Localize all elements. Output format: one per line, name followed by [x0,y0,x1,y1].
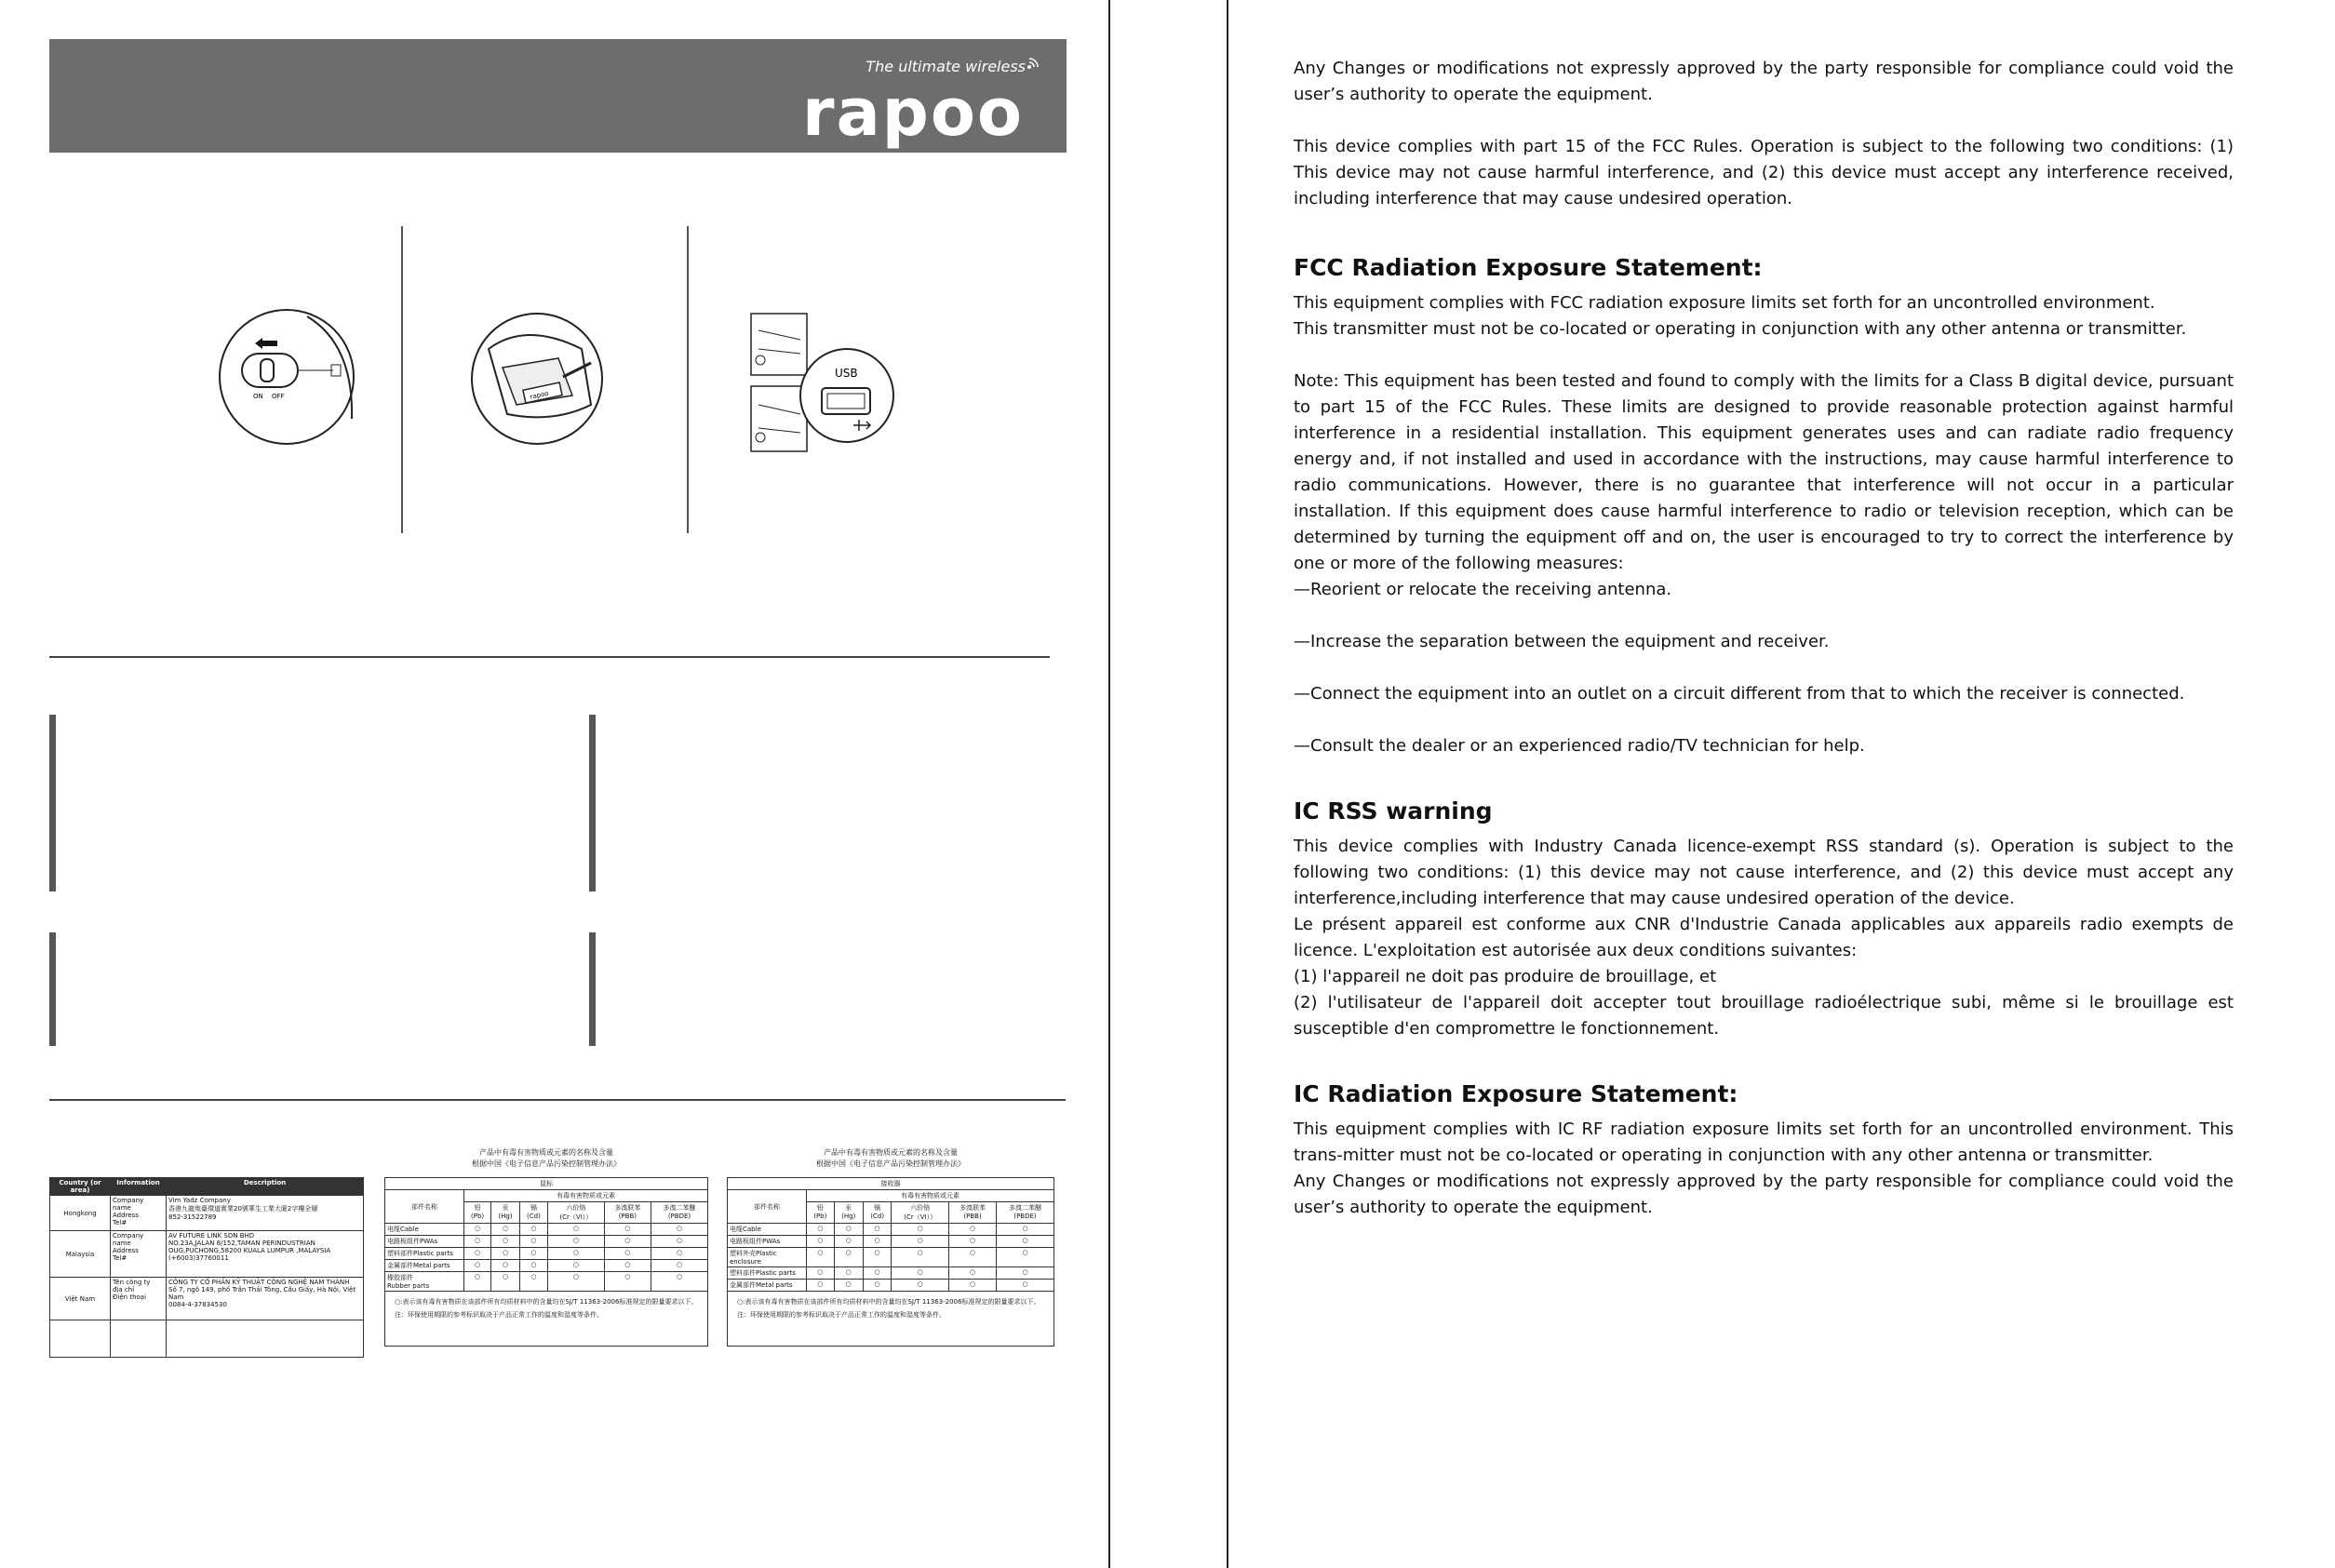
illustration-divider [401,226,403,533]
receiver-logo-text: rapoo [529,389,550,401]
compliance-mark: ○ [464,1224,491,1236]
compliance-mark: ○ [892,1280,949,1292]
compliance-mark: ○ [519,1248,547,1260]
substance-col: 多溴联苯 (PBB) [604,1202,651,1224]
contact-desc: CÔNG TY CỔ PHẦN KỸ THUẬT CÔNG NGHỆ NAM THÀNH Số 7, ngõ 149, phố Trần Thái Tông, Cầu Giấy, Hà Nội, Việt Nam 0084-4-37834530 [167,1278,364,1320]
part-name: 塑料外壳Plastic enclosure [728,1248,807,1267]
contact-desc: Vim Yadz Company 香港九龍炮臺環道實業20號華生工業大廈2字樓全層 852-31522789 [167,1196,364,1231]
compliance-mark: ○ [807,1224,835,1236]
table-row [385,1248,708,1260]
compliance-mark: ○ [949,1236,997,1248]
part-header: 部件名称 [728,1190,807,1224]
caption-line: 产品中有毒有害物质或元素的名称及含量 [824,1148,958,1157]
content-block-marker [589,932,596,1046]
compliance-mark: ○ [519,1260,547,1272]
substance-col: 镉 (Cd) [863,1202,892,1224]
contact-country: Malaysia [50,1231,111,1278]
header-banner [49,39,1067,153]
compliance-mark: ○ [863,1224,892,1236]
hazard-note: ○:表示该有毒有害物质在该部件所有均质材料中的含量均在SJ/T 11363-2006标准规定的限量要求以下。 [737,1298,1040,1306]
section-separator [49,1099,1066,1101]
table-row [728,1248,1054,1267]
section-separator [49,656,1050,658]
compliance-mark: ○ [834,1267,863,1280]
part-name: 金属部件Metal parts [385,1260,464,1272]
hazard-note: 注：环保使用期限的参考标识取决于产品正常工作的温度和湿度等条件。 [737,1311,946,1319]
table-row [728,1224,1054,1236]
compliance-mark: ○ [491,1272,520,1292]
substance-col: 铅 (Pb) [464,1202,491,1224]
ic-rss-statement: This device complies with Industry Canada licence-exempt RSS standard (s). Operation is subject to the following two conditions: (1) this device may not cause interference, and (2) this device must accept any interference,including interference that may cause undesired operation of the device. [1294,837,2234,908]
compliance-mark: ○ [651,1248,707,1260]
compliance-mark: ○ [997,1236,1054,1248]
fcc-radiation-heading: FCC Radiation Exposure Statement: [1294,254,1763,281]
hazard-note: ○:表示该有毒有害物质在该部件所有均质材料中的含量均在SJ/T 11363-2006标准规定的限量要求以下。 [395,1298,698,1306]
hazard-table-2-caption [727,1147,1054,1170]
compliance-mark: ○ [863,1280,892,1292]
compliance-mark: ○ [892,1224,949,1236]
compliance-mark: ○ [949,1280,997,1292]
compliance-mark: ○ [604,1260,651,1272]
fcc-note: Note: This equipment has been tested and found to comply with the limits for a Class B digital device, pursuant to part 15 of the FCC Rules. These limits are designed to provide reasonable protection against harmful interference in a residential installation. This equipment generates uses and can radiate radio frequency energy and, if not installed and used in accordance with the instructions, may cause harmful interference to radio communications. However, there is no guarantee that interference will not occur in a particular installation. If this equipment does cause harmful interference to radio or television reception, which can be determined by turning the equipment off and on, the user is encouraged to try to correct the interference by one or more of the following measures: [1294,371,2234,573]
compliance-mark: ○ [548,1248,605,1260]
compliance-mark: ○ [491,1224,520,1236]
contact-table [49,1177,364,1358]
compliance-mark: ○ [464,1272,491,1292]
table-row [728,1267,1054,1280]
compliance-mark: ○ [807,1248,835,1267]
compliance-mark: ○ [892,1236,949,1248]
compliance-mark: ○ [519,1224,547,1236]
part-name: 电缆Cable [385,1224,464,1236]
compliance-mark: ○ [807,1236,835,1248]
compliance-mark: ○ [807,1280,835,1292]
contact-info: Company name Address Tel# [111,1231,167,1278]
part-name: 橡胶部件 Rubber parts [385,1272,464,1292]
part-name: 金属部件Metal parts [728,1280,807,1292]
compliance-mark: ○ [807,1267,835,1280]
compliance-mark: ○ [997,1280,1054,1292]
power-switch-illustration [214,307,363,447]
hazard-notes [728,1292,1054,1347]
compliance-mark: ○ [464,1248,491,1260]
fcc-radiation-line-1: This equipment complies with FCC radiation exposure limits set forth for an uncontrolled environment. [1294,293,2155,313]
contact-info: Company name Address Tel# [111,1196,167,1231]
substance-col: 多溴二苯醚 (PBDE) [651,1202,707,1224]
hazard-note: 注：环保使用期限的参考标识取决于产品正常工作的温度和湿度等条件。 [395,1311,603,1319]
measure-item: —Consult the dealer or an experienced radio/TV technician for help. [1294,736,1865,756]
right-page [1227,0,2335,1568]
compliance-mark: ○ [949,1267,997,1280]
compliance-mark: ○ [949,1248,997,1267]
table-row [728,1236,1054,1248]
compliance-mark: ○ [651,1224,707,1236]
substance-col: 多溴联苯 (PBB) [949,1202,997,1224]
measure-item: —Increase the separation between the equipment and receiver. [1294,632,1830,651]
table-row [385,1272,708,1292]
compliance-mark: ○ [548,1224,605,1236]
compliance-mark: ○ [519,1272,547,1292]
contact-header-country: Country (or area) [50,1178,111,1196]
compliance-mark: ○ [604,1272,651,1292]
contact-empty-cell [167,1320,364,1358]
table-row [728,1280,1054,1292]
compliance-mark: ○ [863,1236,892,1248]
measure-item: —Connect the equipment into an outlet on a circuit different from that to which the receiver is connected. [1294,684,2185,704]
table-row [50,1320,364,1358]
ic-radiation-heading: IC Radiation Exposure Statement: [1294,1080,1738,1107]
substance-col: 六价铬 (Cr（VI）） [892,1202,949,1224]
group-header: 有毒有害物质或元素 [807,1190,1054,1202]
modifications-warning: Any Changes or modifications not expressly approved by the party responsible for compliance could void the user’s authority to operate the equipment. [1294,59,2234,104]
ic-modifications-warning: Any Changes or modifications not expressly approved by the party responsible for compliance could void the user’s authority to operate the equipment. [1294,1172,2234,1217]
substance-col: 六价铬 (Cr（VI）） [548,1202,605,1224]
group-header: 有毒有害物质或元素 [464,1190,708,1202]
compliance-mark: ○ [997,1267,1054,1280]
compliance-mark: ○ [604,1224,651,1236]
table-row [385,1260,708,1272]
ic-rss-french-condition-1: (1) l'appareil ne doit pas produire de brouillage, et [1294,967,1717,986]
page-gutter [1110,0,1227,1568]
compliance-mark: ○ [651,1236,707,1248]
compliance-mark: ○ [863,1267,892,1280]
table-row [50,1278,364,1320]
compliance-mark: ○ [863,1248,892,1267]
contact-country: Hongkong [50,1196,111,1231]
hazard-table-1-caption [384,1147,708,1170]
product-name: 接收器 [728,1178,1054,1190]
contact-info: Tên công ty địa chỉ Điện thoại [111,1278,167,1320]
substance-col: 汞 (Hg) [834,1202,863,1224]
compliance-mark: ○ [651,1260,707,1272]
compliance-mark: ○ [548,1260,605,1272]
contact-header-info: Information [111,1178,167,1196]
compliance-mark: ○ [519,1236,547,1248]
substance-col: 多溴二苯醚 (PBDE) [997,1202,1054,1224]
hazard-table-2 [727,1177,1054,1347]
switch-off-label: OFF [272,393,285,400]
compliance-mark: ○ [997,1224,1054,1236]
measure-item: —Reorient or relocate the receiving antenna. [1294,580,1672,599]
ic-radiation-statement: This equipment complies with IC RF radiation exposure limits set forth for an uncontrolled environment. This trans-mitter must not be co-located or operating in conjunction with any other antenna or transmitter. [1294,1119,2234,1165]
compliance-mark: ○ [892,1248,949,1267]
substance-col: 镉 (Cd) [519,1202,547,1224]
brand-logo: rapoo [801,74,1024,151]
part-name: 电缆Cable [728,1224,807,1236]
usb-label: USB [835,367,858,380]
compliance-mark: ○ [834,1224,863,1236]
compliance-mark: ○ [491,1260,520,1272]
switch-on-label: ON [253,393,263,400]
usb-plug-illustration [749,312,898,456]
compliance-mark: ○ [548,1236,605,1248]
left-page [0,0,1110,1568]
ic-rss-heading: IC RSS warning [1294,797,1493,824]
fcc-part15-statement: This device complies with part 15 of the FCC Rules. Operation is subject to the following two conditions: (1) This device may not cause harmful interference, and (2) this device must accept any interference received, including interference that may cause undesired operation. [1294,137,2234,208]
content-block-marker [49,715,56,891]
part-name: 塑料部件Plastic parts [728,1267,807,1280]
compliance-mark: ○ [491,1248,520,1260]
compliance-mark: ○ [892,1267,949,1280]
substance-col: 铅 (Pb) [807,1202,835,1224]
contact-desc: AV FUTURE LINK SDN BHD NO.23A,JALAN 8/152,TAMAN PERINDUSTRIAN OUG,PUCHONG,58200 KUALA LUMPUR ,MALAYSIA (+6003)37760011 [167,1231,364,1278]
compliance-mark: ○ [491,1236,520,1248]
table-row [385,1224,708,1236]
substance-col: 汞 (Hg) [491,1202,520,1224]
ic-rss-french-statement: Le présent appareil est conforme aux CNR d'Industrie Canada applicables aux appareils radio exempts de licence. L'exploitation est autorisée aux deux conditions suivantes: [1294,915,2234,960]
table-row [50,1196,364,1231]
fcc-radiation-line-2: This transmitter must not be co-located or operating in conjunction with any other antenna or transmitter. [1294,319,2187,339]
part-name: 电路板组件PWAs [385,1236,464,1248]
caption-line: 根据中国《电子信息产品污染控制管理办法》 [816,1159,965,1168]
content-block-marker [49,932,56,1046]
hazard-notes [385,1292,708,1347]
hazard-table-1 [384,1177,708,1347]
part-name: 电路板组件PWAs [728,1236,807,1248]
compliance-mark: ○ [834,1236,863,1248]
product-name: 鼠标 [385,1178,708,1190]
contact-country: Việt Nam [50,1278,111,1320]
table-row [385,1236,708,1248]
compliance-mark: ○ [464,1236,491,1248]
compliance-mark: ○ [464,1260,491,1272]
compliance-mark: ○ [997,1248,1054,1267]
compliance-mark: ○ [651,1272,707,1292]
caption-line: 产品中有毒有害物质或元素的名称及含量 [479,1148,613,1157]
part-header: 部件名称 [385,1190,464,1224]
contact-empty-cell [111,1320,167,1358]
receiver-storage-illustration [470,312,610,451]
compliance-mark: ○ [604,1236,651,1248]
table-row [50,1231,364,1278]
compliance-mark: ○ [548,1272,605,1292]
compliance-mark: ○ [949,1224,997,1236]
content-block-marker [589,715,596,891]
compliance-mark: ○ [834,1280,863,1292]
illustration-divider [687,226,689,533]
ic-rss-french-condition-2: (2) l'utilisateur de l'appareil doit accepter tout brouillage radioélectrique subi, même si le brouillage est susceptible d'en compromettre le fonctionnement. [1294,993,2234,1039]
wireless-signal-icon [1026,54,1042,71]
part-name: 塑料部件Plastic parts [385,1248,464,1260]
caption-line: 根据中国《电子信息产品污染控制管理办法》 [472,1159,621,1168]
contact-header-desc: Description [167,1178,364,1196]
compliance-mark: ○ [834,1248,863,1267]
brand-tagline: The ultimate wireless [866,58,1026,75]
compliance-mark: ○ [604,1248,651,1260]
contact-empty-cell [50,1320,111,1358]
